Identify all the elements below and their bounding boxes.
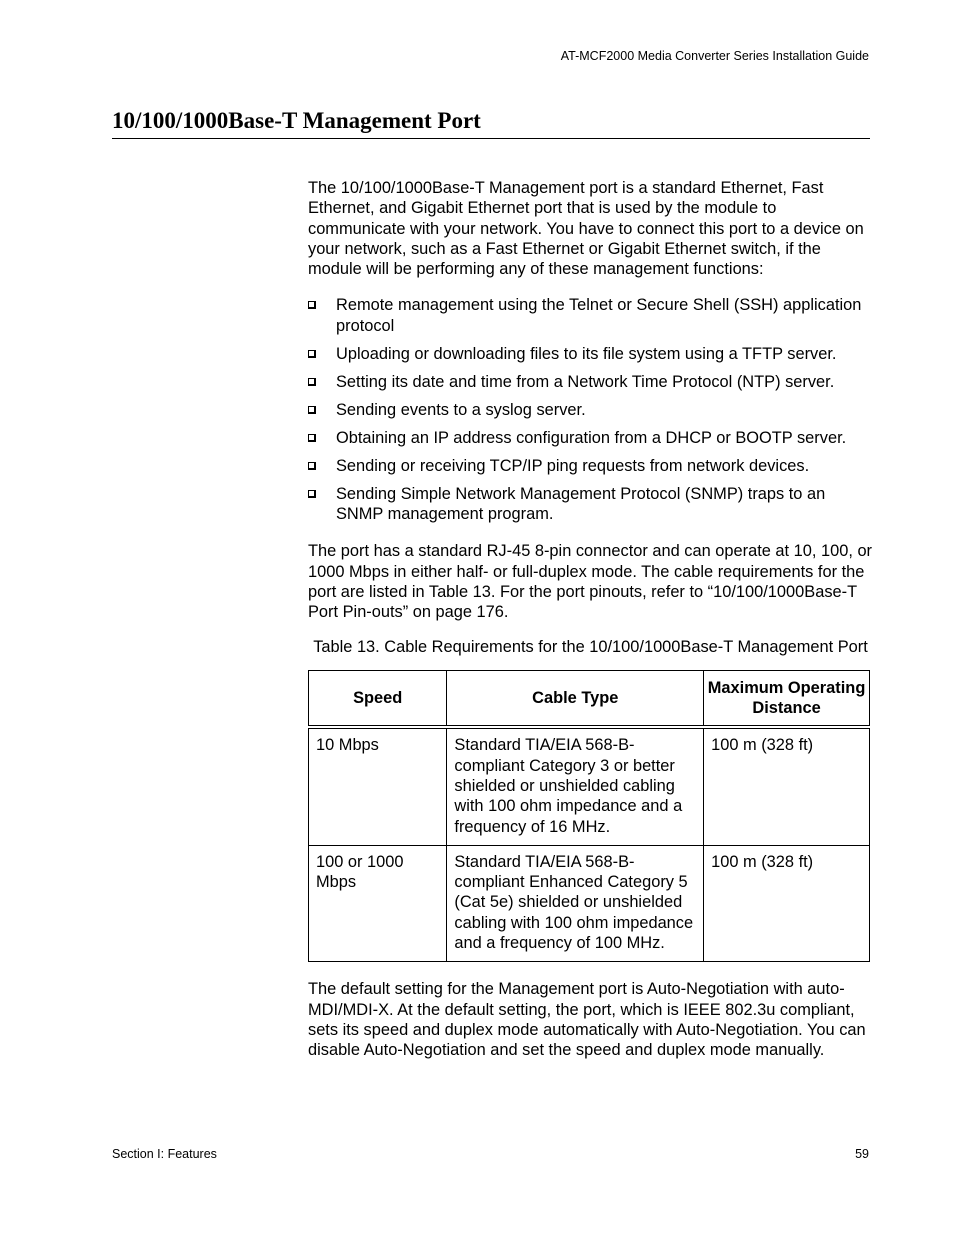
list-item-text: Sending or receiving TCP/IP ping requests from network devices. <box>336 456 810 475</box>
footer-section: Section I: Features <box>112 1147 217 1161</box>
table-cell-speed: 100 or 1000 Mbps <box>309 845 447 961</box>
section-title: 10/100/1000Base-T Management Port <box>112 108 870 139</box>
table-cell-distance: 100 m (328 ft) <box>704 845 870 961</box>
list-item-text: Remote management using the Telnet or Secure Shell (SSH) application protocol <box>336 296 862 335</box>
table-cell-cable-type: Standard TIA/EIA 568-B-compliant Category 3 or better shielded or unshielded cabling with 100 ohm impedance and a frequency of 16 MHz. <box>447 727 704 845</box>
table-header-row <box>309 670 870 727</box>
table-cell-cable-type: Standard TIA/EIA 568-B-compliant Enhanced Category 5 (Cat 5e) shielded or unshielded cabling with 100 ohm impedance and a frequency of 100 MHz. <box>447 845 704 961</box>
default-setting-paragraph: The default setting for the Management port is Auto-Negotiation with auto-MDI/MDI-X. At the default setting, the port, which is IEEE 802.3u compliant, sets its speed and duplex mode automatically with Auto-Negotiation. You can disable Auto-Negotiation and set the speed and duplex mode manually. <box>308 980 866 1060</box>
table-caption: Table 13. Cable Requirements for the 10/100/1000Base-T Management Port <box>313 638 868 657</box>
list-item-text: Obtaining an IP address configuration from a DHCP or BOOTP server. <box>336 428 847 447</box>
table-row <box>309 727 870 845</box>
list-item-text: Sending Simple Network Management Protocol (SNMP) traps to an SNMP management program. <box>336 484 826 523</box>
list-item <box>308 295 873 336</box>
header-speed: Speed <box>309 670 447 727</box>
list-item <box>308 428 873 448</box>
list-item <box>308 400 873 420</box>
list-item-text: Sending events to a syslog server. <box>336 400 586 419</box>
page-number: 59 <box>855 1147 869 1161</box>
intro-paragraph: The 10/100/1000Base-T Management port is a standard Ethernet, Fast Ethernet, and Gigabit Ethernet port that is used by the module to communicate with your network. You have to connect this port to a device on your network, such as a Fast Ethernet or Gigabit Ethernet switch, if the module will be performing any of these management functions: <box>308 179 864 279</box>
table-row <box>309 845 870 961</box>
list-item <box>308 372 873 392</box>
list-item <box>308 344 873 364</box>
header-max-distance: Maximum Operating Distance <box>704 670 870 727</box>
list-item <box>308 484 873 525</box>
port-paragraph: The port has a standard RJ-45 8-pin connector and can operate at 10, 100, or 1000 Mbps in either half- or full-duplex mode. The cable requirements for the port are listed in Table 13. For the port pinouts, refer to “10/100/1000Base-T Port Pin-outs” on page 176. <box>308 542 873 622</box>
checkbox-bullet-icon <box>308 434 316 442</box>
running-header: AT-MCF2000 Media Converter Series Installation Guide <box>560 49 869 63</box>
checkbox-bullet-icon <box>308 462 316 470</box>
checkbox-bullet-icon <box>308 350 316 358</box>
table-cell-distance: 100 m (328 ft) <box>704 727 870 845</box>
cable-requirements-table <box>308 670 870 963</box>
table-cell-speed: 10 Mbps <box>309 727 447 845</box>
list-item-text: Setting its date and time from a Network Time Protocol (NTP) server. <box>336 372 835 391</box>
checkbox-bullet-icon <box>308 490 316 498</box>
main-content <box>308 178 873 1061</box>
checkbox-bullet-icon <box>308 378 316 386</box>
management-functions-list <box>308 295 873 524</box>
list-item-text: Uploading or downloading files to its file system using a TFTP server. <box>336 344 837 363</box>
checkbox-bullet-icon <box>308 301 316 309</box>
header-cable-type: Cable Type <box>447 670 704 727</box>
list-item <box>308 456 873 476</box>
checkbox-bullet-icon <box>308 406 316 414</box>
